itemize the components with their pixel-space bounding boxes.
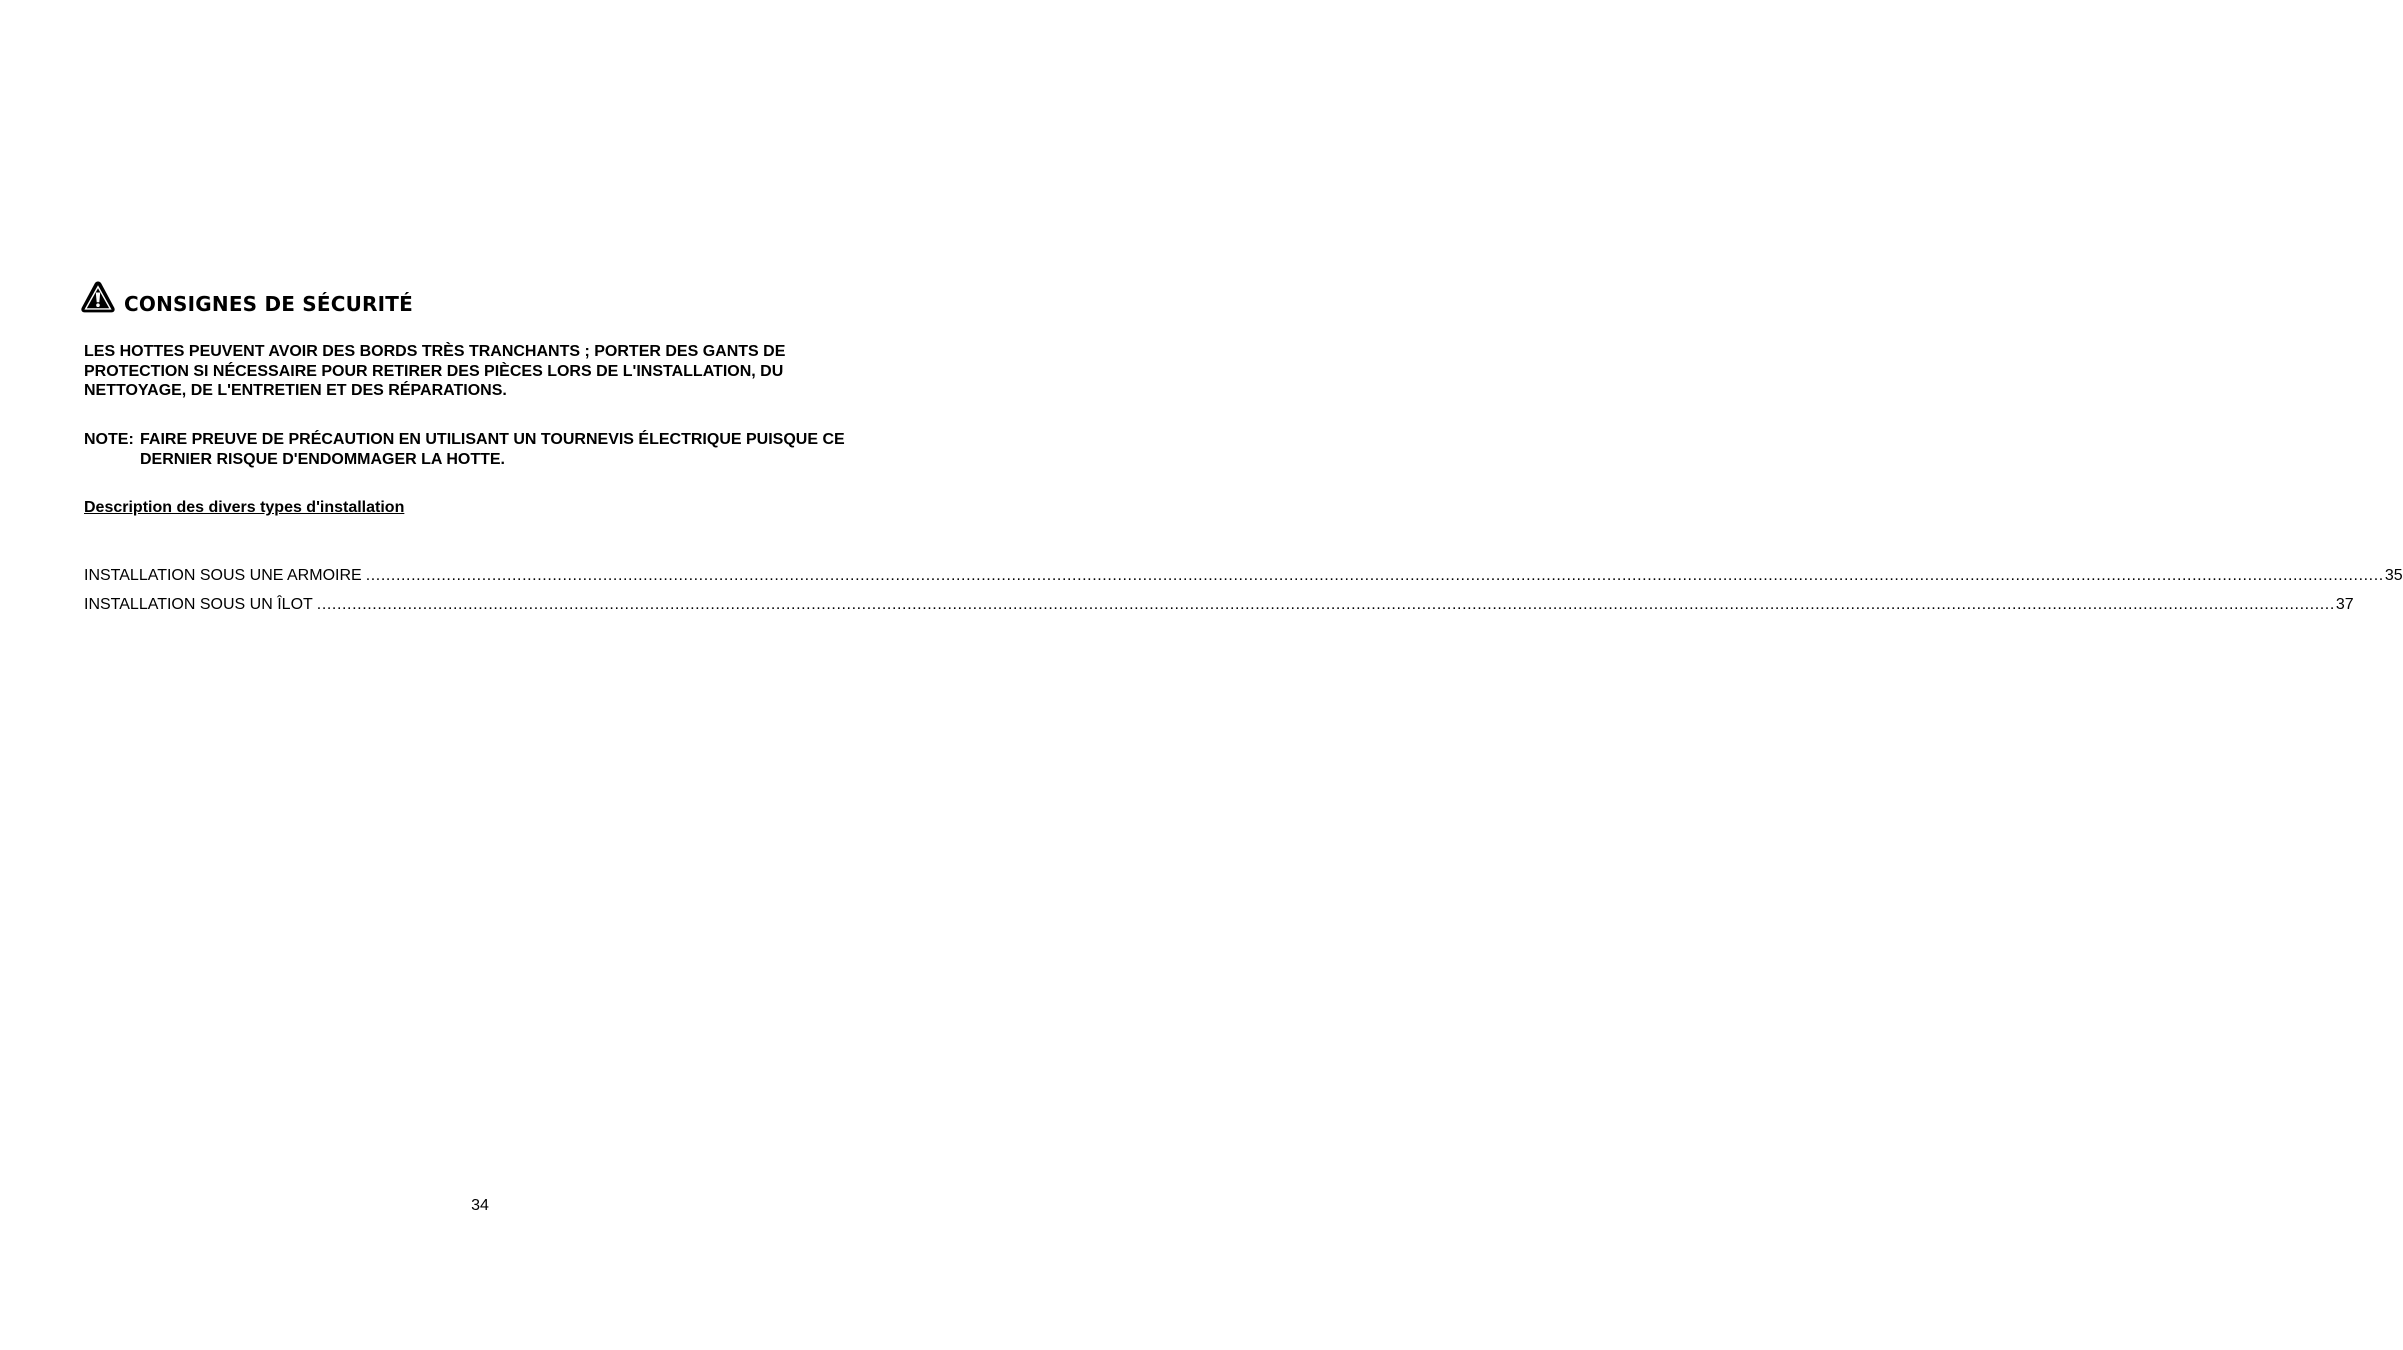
toc-leader-dots: ................................................................................................................................................................................................................................................................................................................................................................................................................ [316, 596, 2335, 613]
warning-triangle-icon [80, 280, 116, 314]
toc-entry[interactable] [84, 566, 2403, 595]
note-label: NOTE: [84, 431, 134, 448]
note-text: FAIRE PREUVE DE PRÉCAUTION EN UTILISANT UN TOURNEVIS ÉLECTRIQUE PUISQUE CE DERNIER RISQUE D'ENDOMMAGER LA HOTTE. [140, 431, 845, 468]
toc-entry-title: INSTALLATION SOUS UNE ARMOIRE [84, 567, 362, 584]
page-number: 34 [471, 1197, 489, 1214]
toc-leader-dots: ................................................................................................................................................................................................................................................................................................................................................................................................................ [365, 567, 2384, 584]
safety-heading [80, 280, 413, 314]
toc-entry-page: 37 [2335, 596, 2354, 613]
toc-entry-page: 35 [2384, 567, 2403, 584]
toc-entry[interactable] [84, 595, 2354, 624]
safety-warning-text: LES HOTTES PEUVENT AVOIR DES BORDS TRÈS TRANCHANTS ; PORTER DES GANTS DE PROTECTION SI NÉCESSAIRE POUR RETIRER DES PIÈCES LORS DE L'INSTALLATION, DU NETTOYAGE, DE L'ENTRETIEN ET DES RÉPARATIONS. [84, 343, 786, 399]
page-title: CONSIGNES DE SÉCURITÉ [124, 292, 414, 316]
section-title: Description des divers types d'installation [84, 499, 405, 516]
note-block [84, 430, 884, 469]
toc-entry-title: INSTALLATION SOUS UN ÎLOT [84, 596, 313, 613]
table-of-contents [84, 566, 2403, 624]
